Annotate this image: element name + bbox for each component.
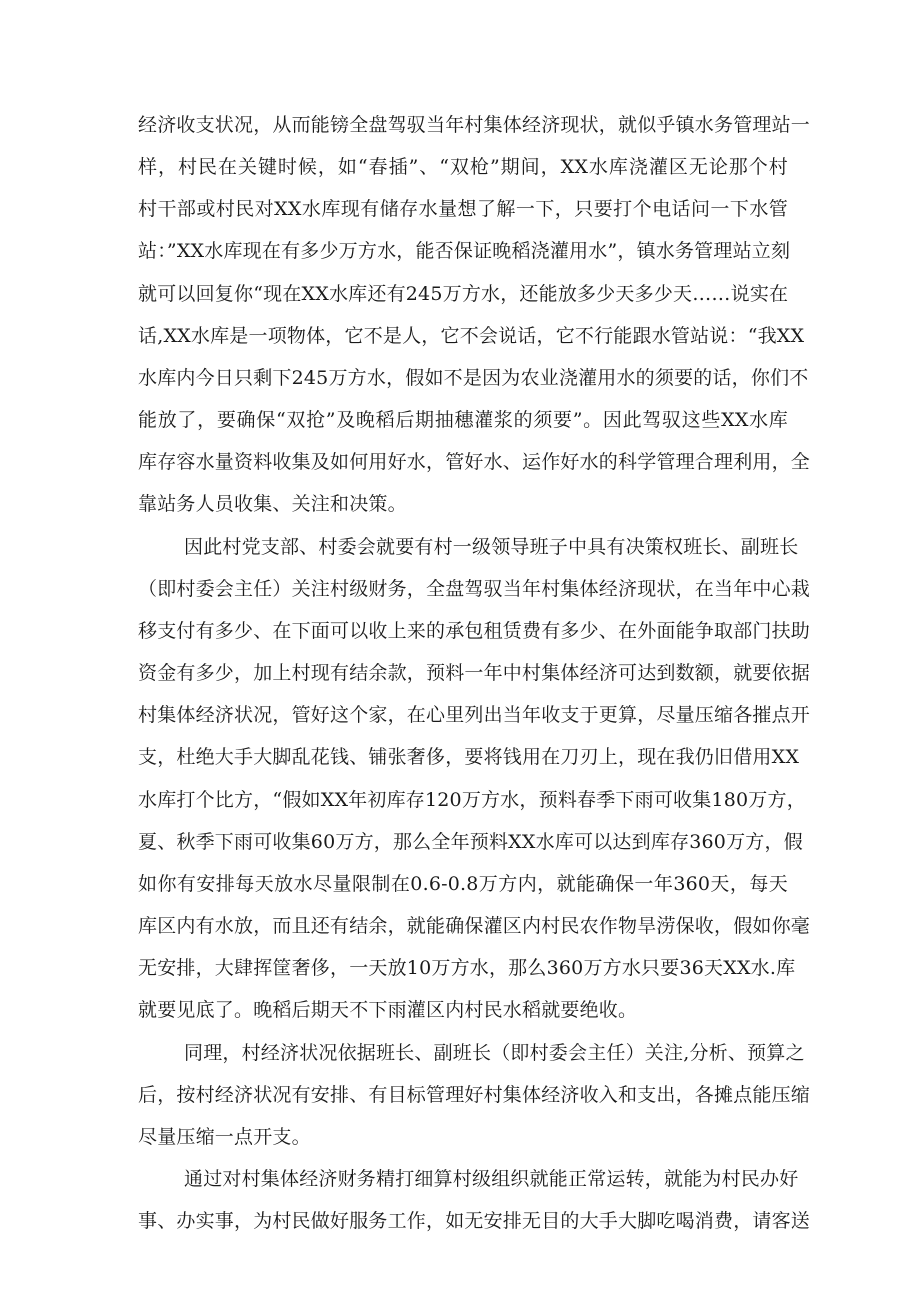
text-line: 水库打个比方，“假如XX年初库存120万方水，预料春季下雨可收集180万方， [138,789,806,811]
text-line: 如你有安排每天放水尽量限制在0.6-0.8万方内，就能确保一年360天，每天 [138,873,788,895]
text-line: 水库内今日只剩下245万方水，假如不是因为农业浇灌用水的须要的话，你们不 [138,367,809,389]
text-line: 村集体经济状况，管好这个家，在心里列出当年收支于更算，尽量压缩各摧点开 [138,704,811,726]
text-line: 库存容水量资料收集及如何用好水，管好水、运作好水的科学管理合理利用，全 [138,451,811,473]
text-line: 经济收支状况，从而能镑全盘驾驭当年村集体经济现状，就似乎镇水务管理站一 [138,114,811,136]
text-line: 村干部或村民对XX水库现有储存水量想了解一下，只要打个电话问一下水管 [138,198,788,220]
text-line: 通过对村集体经济财务精打细算村级组织就能正常运转，就能为村民办好 [184,1168,799,1190]
text-line: 尽量压缩一点开支。 [138,1126,311,1148]
text-line: 无安排，大肆挥筐奢侈，一天放10万方水，那么360万方水只要36天XX水.库 [138,957,796,979]
text-line: 资金有多少，加上村现有结余款，预料一年中村集体经济可达到数额，就要依据 [138,662,811,684]
text-line: （即村委会主任）关注村级财务，全盘驾驭当年村集体经济现状，在当年中心栽 [138,578,811,600]
text-line: 支，杜绝大手大脚乱花钱、铺张奢侈，要将钱用在刀刃上，现在我仍旧借用XX [138,746,800,768]
text-line: 就可以回复你“现在XX水库还有245万方水，还能放多少天多少天……说实在 [138,283,789,305]
text-line: 站：”XX水库现在有多少万方水，能否保证晚稻浇灌用水”，镇水务管理站立刻 [138,240,791,262]
text-line: 就要见底了。晚稻后期天不下雨灌区内村民水稻就要绝收。 [138,999,638,1021]
text-line: 因此村党支部、村委会就要有村一级领导班子中具有决策权班长、副班长 [184,536,799,558]
text-line: 样，村民在关键时候，如“春插”、“双枪”期间，XX水库浇灌区无论那个村 [138,156,788,178]
text-line: 事、办实事，为村民做好服务工作，如无安排无目的大手大脚吃喝消费，请客送 [138,1210,811,1232]
text-line: 能放了，要确保“双抢”及晚稻后期抽穗灌浆的须要”。因此驾驭这些XX水库 [138,409,788,431]
text-line: 同理，村经济状况依据班长、副班长（即村委会主任）关注,分析、预算之 [184,1042,805,1064]
text-line: 夏、秋季下雨可收集60万方，那么全年预料XX水库可以达到库存360万方，假 [138,831,803,853]
text-line: 后，按村经济状况有安排、有目标管理好村集体经济收入和支出，各摊点能压缩 [138,1084,811,1106]
text-line: 移支付有多少、在下面可以收上来的承包租赁费有多少、在外面能争取部门扶助 [138,620,811,642]
text-line: 库区内有水放，而且还有结余，就能确保灌区内村民农作物旱涝保收，假如你毫 [138,915,811,937]
text-line: 话,XX水库是一项物体，它不是人，它不会说话，它不行能跟水管站说：“我XX [138,325,805,347]
text-line: 靠站务人员收集、关注和决策。 [138,493,407,515]
